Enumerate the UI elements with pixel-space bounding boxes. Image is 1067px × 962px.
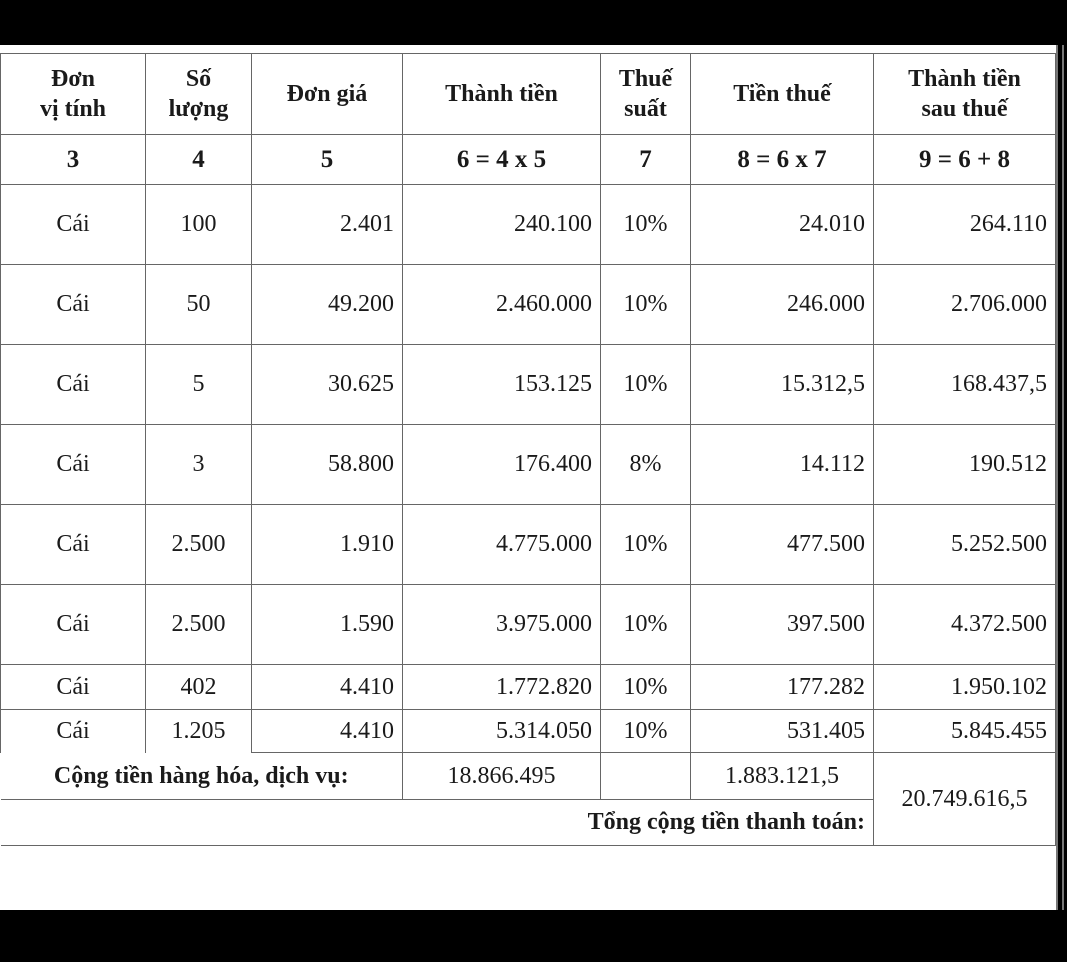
tax-rate-cell: 10% — [601, 505, 691, 585]
amount-cell: 240.100 — [403, 185, 601, 265]
tax-rate-cell: 10% — [601, 265, 691, 345]
amount-cell: 153.125 — [403, 345, 601, 425]
amount-cell: 176.400 — [403, 425, 601, 505]
col-header-tax-rate: Thuế suất — [601, 54, 691, 135]
tax-rate-cell: 10% — [601, 585, 691, 665]
grand-total: 20.749.616,5 — [874, 753, 1056, 846]
after-tax-cell: 5.845.455 — [874, 710, 1056, 753]
after-tax-cell: 4.372.500 — [874, 585, 1056, 665]
table-row — [1, 425, 1056, 505]
amount-cell: 3.975.000 — [403, 585, 601, 665]
unit-cell: Cái — [1, 345, 146, 425]
unit-cell: Cái — [1, 265, 146, 345]
amount-cell: 2.460.000 — [403, 265, 601, 345]
col-header-after-tax: Thành tiền sau thuế — [874, 54, 1056, 135]
index-cell: 4 — [146, 135, 252, 185]
tax-amount-cell: 15.312,5 — [691, 345, 874, 425]
col-header-unit: Đơn vị tính — [1, 54, 146, 135]
unit-price-cell: 1.910 — [252, 505, 403, 585]
tax-amount-cell: 531.405 — [691, 710, 874, 753]
table-row — [1, 585, 1056, 665]
quantity-cell: 1.205 — [146, 710, 252, 753]
unit-cell: Cái — [1, 665, 146, 710]
unit-cell: Cái — [1, 585, 146, 665]
after-tax-cell: 168.437,5 — [874, 345, 1056, 425]
col-header-tax-amount: Tiền thuế — [691, 54, 874, 135]
invoice-table — [0, 53, 1056, 846]
after-tax-cell: 190.512 — [874, 425, 1056, 505]
quantity-cell: 2.500 — [146, 505, 252, 585]
tax-amount-cell: 477.500 — [691, 505, 874, 585]
tax-rate-cell: 8% — [601, 425, 691, 505]
grand-total-label: Tổng cộng tiền thanh toán: — [1, 800, 874, 846]
page-edge-line — [1056, 45, 1058, 910]
after-tax-cell: 2.706.000 — [874, 265, 1056, 345]
quantity-cell: 100 — [146, 185, 252, 265]
unit-price-cell: 49.200 — [252, 265, 403, 345]
amount-cell: 5.314.050 — [403, 710, 601, 753]
column-index-row — [1, 135, 1056, 185]
unit-cell: Cái — [1, 505, 146, 585]
unit-price-cell: 1.590 — [252, 585, 403, 665]
unit-price-cell: 4.410 — [252, 710, 403, 753]
quantity-cell: 3 — [146, 425, 252, 505]
unit-price-cell: 4.410 — [252, 665, 403, 710]
col-header-quantity: Số lượng — [146, 54, 252, 135]
tax-amount-cell: 14.112 — [691, 425, 874, 505]
tax-amount-cell: 177.282 — [691, 665, 874, 710]
amount-cell: 1.772.820 — [403, 665, 601, 710]
tax-rate-cell: 10% — [601, 710, 691, 753]
subtotal-tax-rate-empty — [601, 753, 691, 800]
table-row — [1, 505, 1056, 585]
tax-amount-cell: 397.500 — [691, 585, 874, 665]
table-row — [1, 710, 1056, 753]
index-cell: 6 = 4 x 5 — [403, 135, 601, 185]
quantity-cell: 50 — [146, 265, 252, 345]
col-header-amount: Thành tiền — [403, 54, 601, 135]
page-edge-line — [1062, 45, 1064, 910]
table-row — [1, 185, 1056, 265]
quantity-cell: 5 — [146, 345, 252, 425]
quantity-cell: 2.500 — [146, 585, 252, 665]
index-cell: 7 — [601, 135, 691, 185]
unit-cell: Cái — [1, 425, 146, 505]
tax-rate-cell: 10% — [601, 665, 691, 710]
subtotal-row — [1, 753, 1056, 800]
index-cell: 5 — [252, 135, 403, 185]
after-tax-cell: 264.110 — [874, 185, 1056, 265]
quantity-cell: 402 — [146, 665, 252, 710]
index-cell: 3 — [1, 135, 146, 185]
tax-rate-cell: 10% — [601, 345, 691, 425]
unit-price-cell: 2.401 — [252, 185, 403, 265]
table-row — [1, 345, 1056, 425]
index-cell: 9 = 6 + 8 — [874, 135, 1056, 185]
unit-price-cell: 58.800 — [252, 425, 403, 505]
unit-cell: Cái — [1, 185, 146, 265]
table-row — [1, 665, 1056, 710]
after-tax-cell: 1.950.102 — [874, 665, 1056, 710]
subtotal-tax: 1.883.121,5 — [691, 753, 874, 800]
header-row — [1, 54, 1056, 135]
subtotal-label: Cộng tiền hàng hóa, dịch vụ: — [1, 753, 403, 800]
unit-cell: Cái — [1, 710, 146, 753]
unit-price-cell: 30.625 — [252, 345, 403, 425]
table-row — [1, 265, 1056, 345]
amount-cell: 4.775.000 — [403, 505, 601, 585]
tax-amount-cell: 24.010 — [691, 185, 874, 265]
tax-amount-cell: 246.000 — [691, 265, 874, 345]
after-tax-cell: 5.252.500 — [874, 505, 1056, 585]
invoice-document — [0, 45, 1056, 910]
index-cell: 8 = 6 x 7 — [691, 135, 874, 185]
col-header-unit-price: Đơn giá — [252, 54, 403, 135]
tax-rate-cell: 10% — [601, 185, 691, 265]
subtotal-amount: 18.866.495 — [403, 753, 601, 800]
